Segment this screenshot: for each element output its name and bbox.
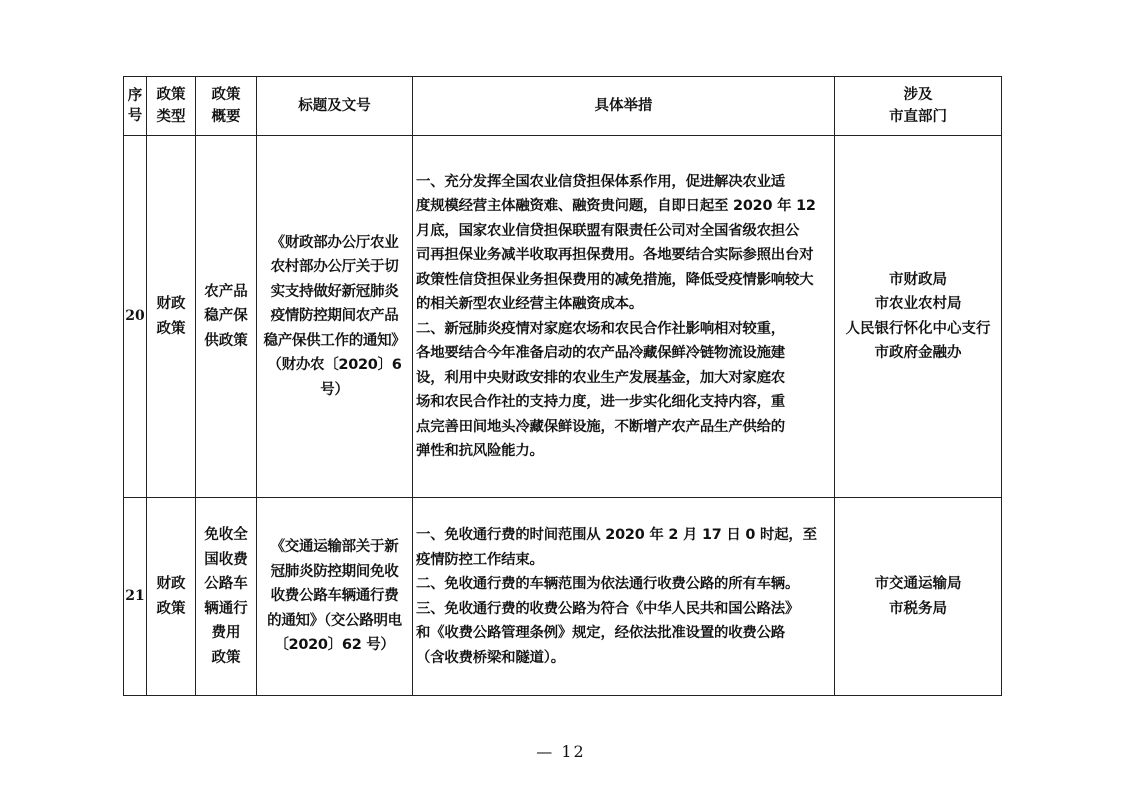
- header-title: 标题及文号: [257, 77, 413, 136]
- header-summary: 政策概要: [196, 77, 257, 136]
- measure-line: 的相关新型农业经营主体融资成本。: [416, 296, 644, 312]
- measure-line: 设，利用中央财政安排的农业生产发展基金，加大对家庭农: [416, 369, 785, 386]
- row-policy-summary: 农产品 稳产保 供政策: [196, 136, 257, 498]
- row-departments: 市交通运输局 市税务局: [835, 498, 1002, 696]
- table-row: [124, 136, 1002, 498]
- measure-line: 月底，国家农业信贷担保联盟有限责任公司对全国省级农担公: [416, 222, 800, 239]
- measure-line: 度规模经营主体融资难、融资贵问题，自即日起至 2020 年 12: [416, 198, 816, 214]
- header-seq: 序号: [124, 77, 147, 136]
- measure-line: 二、新冠肺炎疫情对家庭农场和农民合作社影响相对较重，: [416, 320, 785, 337]
- row-measures: [413, 136, 835, 498]
- measure-line: 场和农民合作社的支持力度，进一步实化细化支持内容，重: [416, 394, 785, 410]
- measure-line: 三、免收通行费的收费公路为符合《中华人民共和国公路法》: [416, 600, 800, 617]
- row-policy-summary: 免收全 国收费 公路车 辆通行 费用 政策: [196, 498, 257, 696]
- page-number: — 12: [536, 742, 586, 761]
- measure-line: 一、免收通行费的时间范围从 2020 年 2 月 17 日 0 时起，至: [416, 527, 817, 543]
- measure-line: 疫情防控工作结束。: [416, 551, 544, 568]
- measure-line: 政策性信贷担保业务担保费用的减免措施，降低受疫情影响较大: [416, 271, 814, 288]
- measure-line: 弹性和抗风险能力。: [416, 443, 544, 459]
- policy-table: [123, 76, 1002, 696]
- measure-line: 点完善田间地头冷藏保鲜设施，不断增产农产品生产供给的: [416, 418, 785, 435]
- measure-line: （含收费桥梁和隧道）。: [416, 649, 565, 666]
- header-departments: 涉及 市直部门: [835, 77, 1002, 136]
- row-policy-type: 财政 政策: [147, 136, 196, 498]
- row-departments: 市财政局 市农业农村局 人民银行怀化中心支行 市政府金融办: [835, 136, 1002, 498]
- row-seq: 21: [124, 498, 147, 696]
- table-row: [124, 498, 1002, 696]
- measure-line: 二、免收通行费的车辆范围为依法通行收费公路的所有车辆。: [416, 576, 800, 592]
- row-measures: [413, 498, 835, 696]
- row-title-doc-number: 《财政部办公厅农业 农村部办公厅关于切 实支持做好新冠肺炎 疫情防控期间农产品 稳产保供工作的通知》 （财办农〔2020〕6 号）: [257, 136, 413, 498]
- table-header-row: [124, 77, 1002, 136]
- row-title-doc-number: 《交通运输部关于新 冠肺炎防控期间免收 收费公路车辆通行费 的通知》（交公路明电 〔2020〕62 号）: [257, 498, 413, 696]
- row-policy-type: 财政 政策: [147, 498, 196, 696]
- header-type: 政策类型: [147, 77, 196, 136]
- measure-line: 一、充分发挥全国农业信贷担保体系作用，促进解决农业适: [416, 173, 785, 190]
- header-measures: 具体举措: [413, 77, 835, 136]
- measure-line: 和《收费公路管理条例》规定，经依法批准设置的收费公路: [416, 625, 785, 641]
- measure-line: 司再担保业务减半收取再担保费用。各地要结合实际参照出台对: [416, 247, 814, 263]
- measure-line: 各地要结合今年准备启动的农产品冷藏保鲜冷链物流设施建: [416, 345, 785, 361]
- row-seq: 20: [124, 136, 147, 498]
